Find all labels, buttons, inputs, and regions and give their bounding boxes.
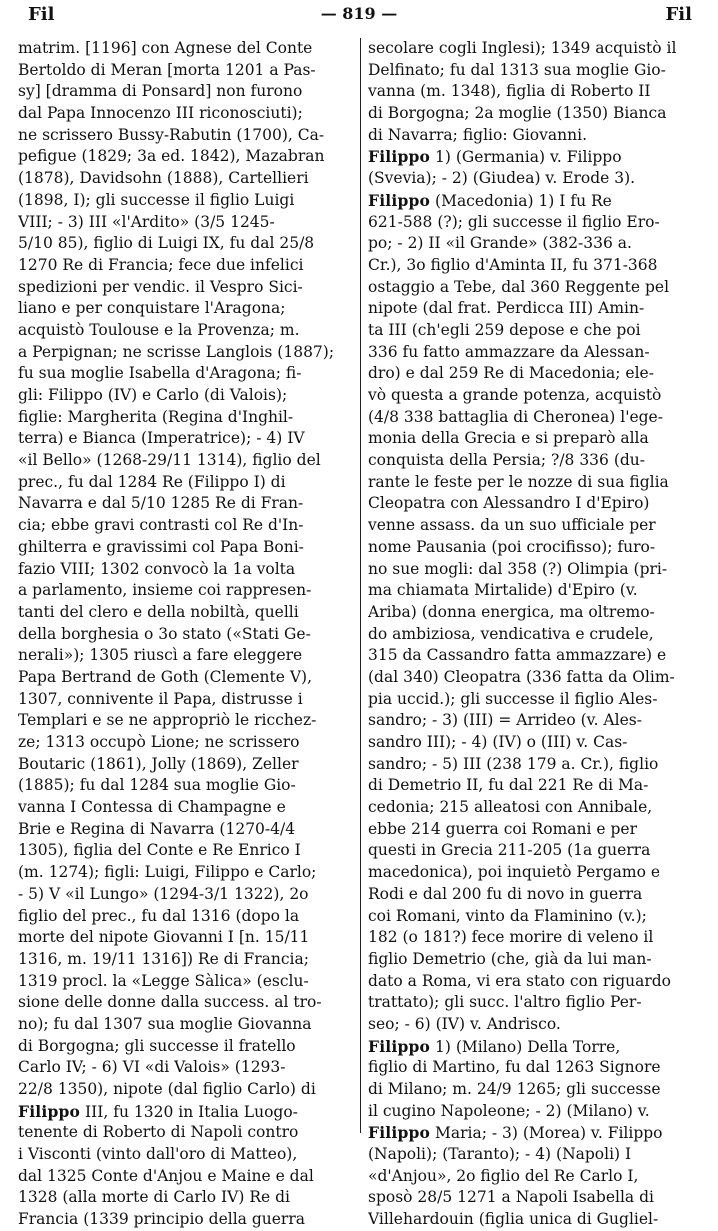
- text-line: sandro III); - 4) (IV) o (III) v. Cas-: [368, 733, 628, 751]
- text-line: il cugino Napoleone; - 2) (Milano) v.: [368, 1101, 650, 1120]
- text-line: dal 1325 Conte d'Anjou e Maine e dal: [18, 1166, 314, 1185]
- text-line: figlio Demetrio (che, già da lui man-: [368, 949, 652, 968]
- text-line: Filippo 1) (Milano) Della Torre,: [368, 1036, 621, 1056]
- text-line: sandro; - 3) (III) = Arrideo (v. Ales-: [368, 711, 642, 730]
- entry-headword: Filippo: [368, 147, 431, 167]
- text-line: sandro; - 5) III (238 179 a. Cr.), figlio: [368, 754, 659, 773]
- text-line: cedonia; 215 alleatosi con Annibale,: [368, 798, 653, 817]
- text-line: liano e per conquistare l'Aragona;: [18, 299, 286, 318]
- text-line: Villehardouin (figlia unica di Gugliel-: [368, 1210, 659, 1229]
- text-line: 1328 (alla morte di Carlo IV) Re di: [18, 1188, 290, 1207]
- text-line: dato a Roma, vi era stato con riguardo: [368, 971, 672, 990]
- text-line: sione delle donne dalla success. al tro-: [18, 993, 322, 1012]
- text-line: sposò 28/5 1271 a Napoli Isabella di: [368, 1188, 654, 1207]
- text-line: ze; 1313 occupò Lione; ne scrissero: [18, 733, 300, 751]
- text-line: conquista della Persia; ?/8 336 (du-: [368, 451, 646, 470]
- text-line: Carlo IV; - 6) VI «di Valois» (1293-: [18, 1058, 286, 1077]
- text-line: di Borgogna; gli successe il fratello: [18, 1036, 296, 1055]
- text-line: rante le feste per le nozze di sua figlia: [368, 472, 669, 491]
- text-line: vanna I Contessa di Champagne e: [18, 798, 286, 817]
- entry-headword: Filippo: [368, 1123, 431, 1143]
- text-line: (4/8 338 battaglia di Cheronea) l'ege-: [368, 407, 663, 426]
- text-line: sy] [dramma di Ponsard] non furono: [18, 82, 303, 101]
- text-line: (m. 1274); figli: Luigi, Filippo e Carlo;: [18, 863, 317, 882]
- text-line: prec., fu dal 1284 Re (Filippo I) di: [18, 472, 286, 491]
- entry-headword: Filippo: [18, 1101, 81, 1121]
- text-line: di Borgogna; 2a moglie (1350) Bianca: [368, 104, 667, 123]
- text-line: fazio VIII; 1302 convocò la 1a volta: [18, 559, 296, 578]
- text-line: Filippo 1) (Germania) v. Filippo: [368, 147, 622, 167]
- text-line: macedonica), poi inquietò Pergamo e: [368, 863, 661, 882]
- text-line: tenente di Roberto di Napoli contro: [18, 1123, 299, 1142]
- text-line: cia; ebbe gravi contrasti col Re d'In-: [18, 516, 304, 535]
- text-line: spedizioni per vendic. il Vespro Sici-: [18, 277, 303, 296]
- text-line: po; - 2) II «il Grande» (382-336 a.: [368, 234, 632, 253]
- text-line: ma chiamata Mirtalide) d'Epiro (v.: [368, 581, 638, 600]
- text-line: (1898, I); gli successe il figlio Luigi: [18, 190, 295, 209]
- text-line: (Napoli); (Taranto); - 4) (Napoli) I: [368, 1145, 632, 1164]
- text-line: vò questa a grande potenza, acquistò: [368, 386, 662, 404]
- text-line: 1305), figlia del Conte e Re Enrico I: [18, 841, 301, 860]
- text-line: di Navarra; figlio: Giovanni.: [368, 125, 587, 144]
- text-line: a parlamento, insieme coi rappresen-: [18, 581, 312, 600]
- text-line: terra) e Bianca (Imperatrice); - 4) IV: [18, 429, 305, 448]
- text-line: i Visconti (vinto dall'oro di Matteo),: [18, 1145, 298, 1164]
- page-number: — 819 —: [320, 4, 398, 23]
- text-line: «d'Anjou», 2o figlio del Re Carlo I,: [368, 1166, 639, 1185]
- entry-headword: Filippo: [368, 1036, 431, 1056]
- text-line: Navarra e dal 5/10 1285 Re di Fran-: [18, 494, 304, 513]
- text-line: vanna (m. 1348), figlia di Roberto II: [368, 82, 651, 101]
- text-line: dal Papa Innocenzo III riconosciuti);: [18, 104, 303, 123]
- text-line: nome Pausania (poi crocifisso); furo-: [368, 537, 656, 556]
- left-column: [18, 38, 354, 1231]
- text-line: coi Romani, vinto da Flaminino (v.);: [368, 906, 647, 925]
- text-line: tanti del clero e della nobiltà, quelli: [18, 602, 299, 621]
- text-line: Filippo (Macedonia) 1) I fu Re: [368, 190, 612, 210]
- text-line: secolare cogli Inglesi); 1349 acquistò il: [368, 39, 677, 57]
- text-line: (1878), Davidsohn (1888), Cartellieri: [18, 169, 309, 188]
- text-line: (dal 340) Cleopatra (336 fatta da Olim-: [368, 667, 675, 686]
- text-line: ne scrissero Bussy-Rabutin (1700), Ca-: [18, 125, 325, 144]
- text-line: matrim. [1196] con Agnese del Conte: [18, 39, 313, 57]
- text-line: Templari e se ne appropriò le ricchez-: [18, 711, 317, 730]
- text-line: dro) e dal 259 Re di Macedonia; ele-: [368, 364, 654, 383]
- text-line: no sue mogli: dal 358 (?) Olimpia (pri-: [368, 559, 668, 578]
- text-line: Cleopatra con Alessandro I d'Epiro): [368, 494, 650, 513]
- text-line: monia della Grecia e si preparò alla: [368, 429, 649, 448]
- text-line: nipote (dal frat. Perdicca III) Amin-: [368, 299, 645, 318]
- page-header: [0, 0, 718, 34]
- text-line: della borghesia o 3o stato («Stati Ge-: [18, 624, 311, 643]
- text-line: ta III (ch'egli 259 depose e che poi: [368, 320, 641, 339]
- text-line: ostaggio a Tebe, dal 360 Reggente pel: [368, 277, 670, 296]
- text-line: no); fu dal 1307 sua moglie Giovanna: [18, 1014, 312, 1033]
- text-line: Brie e Regina di Navarra (1270-4/4: [18, 819, 296, 838]
- column-divider: [360, 38, 361, 1133]
- text-line: 315 da Cassandro fatta ammazzare) e: [368, 646, 667, 665]
- text-line: di Milano; m. 24/9 1265; gli successe: [368, 1080, 661, 1098]
- text-line: trattato); gli succ. l'altro figlio Per-: [368, 993, 642, 1012]
- text-line: Cr.), 3o figlio d'Aminta II, fu 371-368: [368, 255, 658, 274]
- header-left-guideword: Fil: [28, 4, 55, 25]
- text-line: figlio del prec., fu dal 1316 (dopo la: [18, 906, 300, 925]
- right-column: [368, 38, 708, 1231]
- text-line: Boutaric (1861), Jolly (1869), Zeller: [18, 754, 299, 773]
- text-line: 336 fu fatto ammazzare da Alessan-: [368, 342, 650, 361]
- text-line: Bertoldo di Meran [morta 1201 a Pas-: [18, 60, 316, 79]
- text-line: 1319 procl. la «Legge Sàlica» (esclu-: [18, 971, 309, 990]
- text-line: 5/10 85), figlio di Luigi IX, fu dal 25/8: [18, 234, 315, 253]
- text-line: Filippo Maria; - 3) (Morea) v. Filippo: [368, 1123, 663, 1143]
- text-line: «il Bello» (1268-29/11 1314), figlio del: [18, 451, 321, 470]
- text-line: figlio di Martino, fu dal 1263 Signore: [368, 1058, 661, 1077]
- text-line: 182 (o 181?) fece morire di veleno il: [368, 928, 654, 947]
- header-right-guideword: Fil: [665, 4, 692, 25]
- text-line: acquistò Toulouse e la Provenza; m.: [18, 320, 300, 339]
- text-line: seo; - 6) (IV) v. Andrisco.: [368, 1014, 561, 1033]
- text-line: fu sua moglie Isabella d'Aragona; fi-: [18, 364, 302, 383]
- text-line: gli: Filippo (IV) e Carlo (di Valois);: [18, 386, 288, 404]
- text-line: ebbe 214 guerra coi Romani e per: [368, 819, 638, 838]
- text-line: pia uccid.); gli successe il figlio Ales-: [368, 689, 658, 708]
- text-line: Rodi e dal 200 fu di novo in guerra: [368, 884, 643, 903]
- text-line: Ariba) (donna energica, ma oltremo-: [368, 602, 655, 621]
- text-line: Filippo III, fu 1320 in Italia Luogo-: [18, 1101, 298, 1121]
- text-line: questi in Grecia 211-205 (1a guerra: [368, 841, 651, 860]
- text-line: ghilterra e gravissimi col Papa Boni-: [18, 537, 304, 556]
- text-line: venne assass. da un suo ufficiale per: [368, 516, 656, 535]
- text-line: (1885); fu dal 1284 sua moglie Gio-: [18, 776, 296, 795]
- text-line: 621-588 (?); gli successe il figlio Ero-: [368, 212, 660, 231]
- text-line: di Demetrio II, fu dal 221 Re di Ma-: [368, 776, 649, 795]
- text-line: 1307, connivente il Papa, distrusse i: [18, 689, 303, 708]
- text-line: Delfinato; fu dal 1313 sua moglie Gio-: [368, 60, 666, 79]
- text-line: do ambiziosa, vendicativa e crudele,: [368, 624, 654, 643]
- text-line: (Svevia); - 2) (Giudea) v. Erode 3).: [368, 169, 636, 188]
- text-line: 1270 Re di Francia; fece due infelici: [18, 255, 304, 274]
- text-line: 1316, m. 19/11 1316]) Re di Francia;: [18, 949, 309, 968]
- entry-headword: Filippo: [368, 190, 431, 210]
- text-line: morte del nipote Giovanni I [n. 15/11: [18, 928, 310, 947]
- text-line: pefigue (1829; 3a ed. 1842), Mazabran: [18, 147, 325, 166]
- text-line: a Perpignan; ne scrisse Langlois (1887);: [18, 342, 335, 361]
- text-line: figlie: Margherita (Regina d'Inghil-: [18, 407, 294, 426]
- text-line: - 5) V «il Lungo» (1294-3/1 1322), 2o: [18, 884, 309, 903]
- text-line: Papa Bertrand de Goth (Clemente V),: [18, 667, 313, 686]
- text-line: VIII; - 3) III «l'Ardito» (3/5 1245-: [18, 212, 275, 231]
- text-line: 22/8 1350), nipote (dal figlio Carlo) di: [18, 1080, 316, 1098]
- text-line: nerali»); 1305 riuscì a fare eleggere: [18, 646, 303, 665]
- text-line: Francia (1339 principio della guerra: [18, 1210, 305, 1229]
